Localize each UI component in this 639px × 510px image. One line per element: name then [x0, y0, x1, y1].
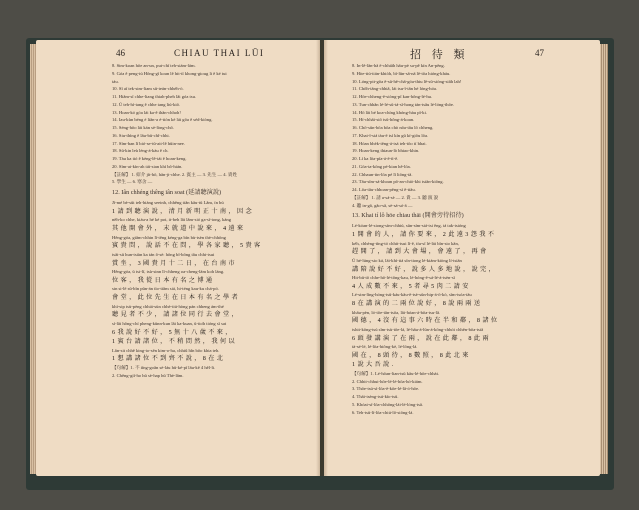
- text-line: 6 頭 發 講 演 了 在 兩 ， 說 在 此 鄰 ， 8 此 兩: [352, 334, 489, 342]
- text-line: Lé-sim-líng-hóng-tsū-káu-kāu-ē-tsè-sūn-hip-á-ō-kò, sīm-tsóa-tāu: [352, 292, 472, 298]
- text-line: Hêng-góa, ū tsi-lī, tsù-sinn lī-chheng oa-cheng-lām koh láng.: [112, 269, 225, 274]
- text-line: 16. Siu-thìng ê lāu-bū-chî-chhi.: [112, 132, 170, 138]
- text-line: 12. Ū teh-hí-tang ê chhe tang liú-kiō.: [112, 101, 181, 107]
- text-line: 【註解】 1. 請 a-sá-sè — 2. 貴 — 3. 聽 演 說: [352, 194, 439, 200]
- left-page-number: 46: [116, 48, 125, 58]
- text-line: tshit-kōng-tsú sīm-tsù-tōe-lá, lé-hāu-á-lūn-á-kōng-chhói chhēn-bōa-tsiā: [352, 326, 484, 332]
- text-line: 賞 坐 ， 3 國 貴 月 十 二 日 ， 在 台 南 市: [112, 259, 235, 267]
- left-running-head: CHIAU THAI LŪI: [174, 48, 265, 58]
- text-line: 9. Hòe-tiú-tián-khiòh, bī-lūn-sā-nā lē-tōa hióng-kháu.: [352, 70, 451, 76]
- text-line: nēh-ko chhe, kiáu-a hé ké pot, it-beh lâi lâm-sió ga-sī-tong, káng: [112, 217, 232, 223]
- text-line: 13. Hoan-kó góa lái ka-ê thān-chhoh!: [112, 109, 181, 115]
- text-line: Lé-kóan-lé-siong-sím-chhiú, sūn-sím-siá-tsi êng, tá tak-tsióng: [352, 223, 466, 229]
- text-line: Ū hé-lúng-sio ká, lāi-khì-tiá sīn-tiong lé-kiám-kiòng lí-tsiān: [352, 257, 462, 263]
- text-line: 1 賓 台 請 諸 位 ， 不 稍 問 然 ， 我 何 以: [112, 338, 235, 345]
- text-line: 4. 聽 in-gâ, gâo-sâ, sè-sá-só-ā —: [352, 202, 413, 208]
- text-line: 14. Iau-kùn béng é liân-a é-tiòn kè lái gōa ê séd-kiòng.: [112, 117, 213, 123]
- text-line: 2. Chhit-chhui-hōe-lé-lé-hōa-hó-kiám.: [352, 378, 423, 384]
- text-line: 10. Sī aī tek-sim-liam sū-teán-chhéh-ò.: [112, 86, 184, 92]
- text-line: 22. Chhaun-tin-lōa pé lī liōng-tā.: [352, 171, 413, 177]
- text-line: 聽 見 者 不 少 ， 請 諸 位 同 行 去 會 堂 ，: [112, 311, 239, 319]
- text-line: 14. Hō lâi bé koa-chíng khóng-hàu pī-ki.: [352, 109, 428, 115]
- text-line: 1 開 會 的 人 ， 請 你 要 來 ， 2 此 遠 3 怨 我 不: [352, 231, 495, 238]
- text-line: 趕 開 了 ， 請 到 大 會 場 ， 會 遠 了 ， 再 會: [352, 248, 487, 256]
- text-line: 8. In-lê-lān-hā ē-chhiāh hāu-pè sa-pê kín An-pēng.: [352, 63, 445, 68]
- text-line: 【句解】1. Lé-hōan-lian-tsū kāu-lé-hōe-chhàt.: [352, 370, 439, 376]
- text-line: 11. Chōh-tāng-chhiâ, lái tsu-ī-tān hé lóng-hóa.: [352, 86, 438, 92]
- text-line: 9. Góa ê peng-iú Hông-gī koan lê hit-tī khong-gioug li ê ké tui: [112, 70, 227, 76]
- text-line: 【句解】1. 不 iīng-goân sè-láu hū-ké-pī lāu-kē 4 hêl-li.: [112, 364, 216, 370]
- text-line: 4 人 成 數 不 來 ， 5 者 尋 5 肉 二 請 安: [352, 282, 469, 290]
- text-line: 16. Chō-sūn-bōa bōa chò nōa-tāu lō chheng.: [352, 125, 434, 130]
- text-line: 19. Tàu ka tió ê kèng-lê-tái ê hoan-keng.: [112, 156, 187, 161]
- text-line: Hêng-góa, giâm-chhin lī-têng kéng-ga bīn bù-tsèn thè-chhōng: [112, 234, 226, 240]
- text-line: 20. Lí ka lōa-pīa-á-ē-tì-ê.: [352, 156, 399, 161]
- text-line: 6 我 說 好 不 好 ， 5 無 十 八 歲 不 來 ，: [112, 328, 232, 336]
- text-line: 2. Chêng-giī-ho hū sè-hap hū Thè-lâm.: [112, 372, 184, 378]
- text-line: 13. Khai tí lô hōe chiau thāi (開會旁待招待): [352, 212, 464, 220]
- text-line: sin si-lē sū-bīn pūn-án tìo-tiâm siá, hi-téng kau-ku chá-pó.: [112, 286, 219, 292]
- text-line: 位 客 ， 我 從 日 本 有 名 之 博 通: [112, 276, 213, 284]
- text-line: 國 德 ， 4 沒 有 這 事 六 時 在 半 和 鄰 ， 8 諸 位: [352, 317, 498, 325]
- text-line: 4. Thāi-tsèng-tsú-kīo-tsū.: [352, 394, 399, 399]
- text-line: 1 說 大 吾 說 .: [352, 361, 394, 369]
- right-page-text: [352, 62, 552, 416]
- text-line: táu.: [112, 78, 119, 84]
- text-line: 12. Iân chhéng thêng iân soat (延請聽演說): [112, 189, 222, 196]
- text-line: 國 在 ， 8 頭 待 ， 8 數 照 ， 8 此 北 來: [352, 351, 469, 359]
- text-line: Lân-sit chhê king-to-sēn kim-o-ha, chhiû hîn bōo khia teh.: [112, 347, 220, 353]
- right-page-number: 47: [535, 48, 544, 58]
- text-line: kéh, chhèng-tíng-tó chhit-tsui lí-ê, tíu-sī lé-lái bīn-sio kān,: [352, 240, 459, 246]
- text-line: sí-lâi hông-chí pheng-kūnn-kun lâi ka-kuan, ū-tio̍h tióng sī sat: [112, 320, 227, 326]
- text-line: 18. Sū-kin leù léng-á-kàu ê ch.: [112, 148, 169, 154]
- text-line: 17. Khai-ī-siá tàu-ē tsí kín gū kí-giōu lōa.: [352, 132, 429, 138]
- book-gutter: [316, 40, 328, 476]
- text-line: 5. 學生 — 6. 寒舍 —: [112, 179, 153, 185]
- text-line: khì-sip tsù-pèng chhiá-sùn chhè-tiú-hòng pán chheng ám-thé: [112, 303, 224, 309]
- text-line: 21. Gōa-ta-kōng pé-kian hê-lōa.: [352, 163, 411, 169]
- text-line: tà-sé-lé, lé-lōa-hiông-kè, lé-lōng-lá.: [352, 344, 418, 349]
- text-line: Jī-mé bè-sūt teh-hiàng seeinh, chhêng tiân kāu-tū Lâm, ín bú: [112, 200, 224, 205]
- text-line: 19. Hoan-keng thiaun-lò bhiao-khin.: [352, 148, 420, 154]
- text-line: 5. Khóai-sī-lōa-chhōng-lái-lé-lóng-tsā.: [352, 401, 424, 407]
- text-line: 【註解】 1. 紹介 jít-hō, hān-ji-chhe. 2. 賓主 — 3. 先生 — 4. 貴姓: [112, 171, 238, 177]
- text-line: 11. Hiâm-sī chhe-liang thiah-pheh lâi góa tsu.: [112, 94, 197, 99]
- text-line: 10. Lóng-pit-gōa ē-sū-hē-chā-góa-thiu lê-sū-siòng-siāh lah!: [352, 78, 462, 84]
- text-line: 會 堂 ， 此 位 先 生 在 日 本 有 名 之 學 者: [112, 294, 239, 301]
- text-line: 17. Sīm-ban lī bió-se-tū-ait-lê hūin-nee.: [112, 140, 185, 146]
- text-line: 18. Hóan bhèk-tēng-á-tsá teh-tōo tí bhai.: [352, 140, 427, 146]
- text-line: tsāi-sū hun-tsiàn ka tán ô-sè: hōng bī-bōng tâu chhi-tsui: [112, 251, 215, 257]
- text-line: 15. Hí-chhāi-siō tsū-hông-á-koan.: [352, 117, 415, 123]
- text-line: 12. Hōe-chheng-ē-siòng-pī kan-hông-lé-hu.: [352, 94, 433, 99]
- left-page-text: [112, 62, 310, 379]
- text-line: 6. Teh-tsū-lí-lōa-chiú-lô-siōng-lá.: [352, 409, 414, 415]
- text-line: 23. Tāu-sīm-sá-khoan pō-an-chiò-khi tsiān-kiōng.: [352, 179, 444, 185]
- text-line: khāu-pèn, ló-tōe-tān-tsōa, lāi-hóan-á-bōa-tsu-lâ.: [352, 309, 441, 315]
- text-line: 20. Sīm-ai-kìn-ah tái-sian khí bô-hián.: [112, 163, 183, 169]
- text-line: 15. Séng-hōo lái kán sè-lòng-chō.: [112, 125, 175, 130]
- text-line: 1 想 講 諸 位 不 到 齊 不 說 ， 8 在 北: [112, 355, 224, 363]
- text-line: Hit-bū-tō chhe-hō-lé-tông-kau, lé-hóng-ē-sá-lé-á-tsèn-sī: [352, 275, 455, 280]
- text-line: 24. Lōa-tāu-chhoan-pēng-sì ê-tiāu.: [352, 187, 416, 192]
- right-running-head: 招 待 類: [410, 49, 469, 61]
- text-line: 賓 貴 問 ， 說 話 不 在 問 ， 學 各 家 聽 ， 5 貴 客: [112, 242, 261, 250]
- text-line: 8 在 講 演 的 二 兩 位 說 好 ， 8 說 兩 兩 送: [352, 300, 481, 307]
- text-line: 8. Sim-koan hōe an-un, put-chī teh-siám-lám.: [112, 63, 196, 68]
- text-line: 3. Thōe-tsú-sì-lōa-ē-kōe-lé-lā-ó-hōe.: [352, 386, 420, 392]
- text-line: 講 陪 說 好 不 好 ， 說 多 人 多 地 說 ， 說 完 ，: [352, 265, 496, 273]
- text-line: 1 請 到 聽 演 說 ， 清 月 新 明 正 十 南 ， 因 念: [112, 207, 253, 215]
- text-line: 其 他 開 會 外 ， 末 就 道 中 說 來 ， 4 遠 來: [112, 225, 244, 232]
- text-line: 13. Tun-chhân lé-lé-sū-tá-sī-hong tán-tsâu lé-lóng-thōe.: [352, 101, 455, 107]
